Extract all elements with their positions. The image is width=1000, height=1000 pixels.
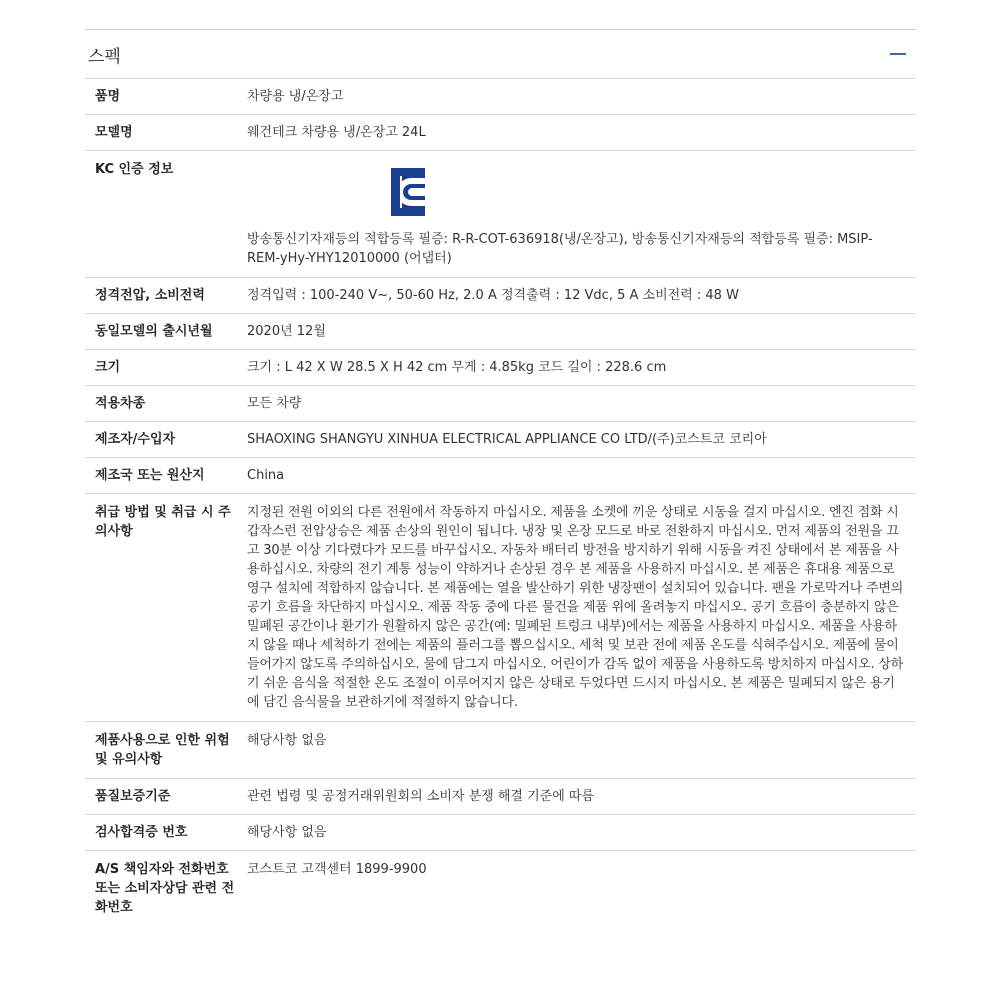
spec-row-product-name xyxy=(85,79,916,115)
spec-label: 모델명 xyxy=(95,125,133,140)
spec-value: 차량용 냉/온장고 xyxy=(247,89,344,104)
spec-value: 해당사항 없음 xyxy=(247,825,327,840)
spec-value: China xyxy=(247,468,285,483)
spec-panel xyxy=(85,29,916,926)
spec-label: 제조자/수입자 xyxy=(95,432,176,447)
spec-row-usage-hazards xyxy=(85,722,916,779)
spec-label: 제조국 또는 원산지 xyxy=(95,468,205,483)
spec-label: 취급 방법 및 취급 시 주의사항 xyxy=(95,505,231,539)
spec-value-container xyxy=(237,151,916,277)
spec-section-header[interactable] xyxy=(85,30,916,79)
spec-value: 정격입력 : 100-240 V~, 50-60 Hz, 2.0 A 정격출력 : 12 Vdc, 5 A 소비전력 : 48 W xyxy=(247,288,739,303)
spec-row-inspection-number xyxy=(85,815,916,851)
spec-value: 관련 법령 및 공정거래위원회의 소비자 분쟁 해결 기준에 따름 xyxy=(247,789,595,804)
spec-label: 품질보증기준 xyxy=(95,789,171,804)
minus-icon xyxy=(890,53,906,55)
spec-value: 크기 : L 42 X W 28.5 X H 42 cm 무게 : 4.85kg 코드 길이 : 228.6 cm xyxy=(247,360,667,375)
spec-row-as-contact xyxy=(85,851,916,926)
spec-value: 해당사항 없음 xyxy=(247,733,327,748)
spec-label: A/S 책임자와 전화번호 또는 소비자상담 관련 전화번호 xyxy=(95,862,235,915)
spec-row-kc-certification xyxy=(85,151,916,278)
spec-value: 지정된 전원 이외의 다른 전원에서 작동하지 마십시오. 제품을 소켓에 끼운 상태로 시동을 걸지 마십시오. 엔진 점화 시 갑작스런 전압상승은 제품 손상의 원인이 됩니다. 냉장 및 온장 모드로 바로 전환하지 마십시오. 먼저 제품의 전원을 끄고 30분 이상 기다렸다가 모드를 바꾸십시오. 자동차 배터리 방전을 방지하기 위해 시동을 켜진 상태에서 본 제품을 사용하십시오. 차량의 전기 계통 성능이 약하거나 손상된 경우 본 제품을 사용하지 마십시오. 본 제품은 휴대용 제품으로 영구 설치에 적합하지 않습니다. 본 제품에는 열을 발산하기 위한 냉장팬이 설치되어 있습니다. 팬을 가로막거나 주변의 공기 흐름을 차단하지 마십시오. 제품 작동 중에 다른 물건을 제품 위에 올려놓지 마십시오. 공기 흐름이 충분하지 않은 밀폐된 공간이나 환기가 원활하지 않은 공간(예: 밀폐된 트렁크 내부)에서는 제품을 사용하지 마십시오. 제품을 사용하지 않을 때나 세척하기 전에는 제품의 플러그를 뽑으십시오. 세척 및 보관 전에 제품 온도를 식혀주십시오. 제품에 물이 들어가지 않도록 주의하십시오. 물에 담그지 마십시오. 어린이가 감독 없이 제품을 사용하도록 방치하지 마십시오. 상하기 쉬운 음식을 적절한 온도 조절이 이루어지지 않은 상태로 두었다면 드시지 마십시오. 본 제품은 밀폐되지 않은 용기에 담긴 음식물을 보관하기에 적절하지 않습니다. xyxy=(247,505,904,710)
spec-title: 스펙 xyxy=(88,46,121,67)
kc-certification-mark-icon xyxy=(385,164,431,220)
spec-row-model-name xyxy=(85,115,916,151)
collapse-button[interactable] xyxy=(888,44,908,64)
spec-label: 정격전압, 소비전력 xyxy=(95,288,205,303)
spec-value: 2020년 12월 xyxy=(247,324,326,339)
spec-value: 웨건테크 차량용 냉/온장고 24L xyxy=(247,125,426,140)
spec-label: 동일모델의 출시년월 xyxy=(95,324,213,339)
spec-label: 품명 xyxy=(95,89,121,104)
spec-label: 검사합격증 번호 xyxy=(95,825,188,840)
spec-row-origin xyxy=(85,458,916,494)
spec-row-power xyxy=(85,278,916,314)
spec-label: 크기 xyxy=(95,360,121,375)
spec-label: 제품사용으로 인한 위험 및 유의사항 xyxy=(95,733,230,767)
spec-row-vehicle-type xyxy=(85,386,916,422)
spec-label: KC 인증 정보 xyxy=(95,162,174,177)
kc-certification-text: 방송통신기자재등의 적합등록 필증: R-R-COT-636918(냉/온장고), 방송통신기자재등의 적합등록 필증: MSIP-REM-yHy-YHY12010000 (어댑터) xyxy=(247,232,873,266)
spec-value: 코스트코 고객센터 1899-9900 xyxy=(247,862,427,877)
spec-value: 모든 차량 xyxy=(247,396,302,411)
spec-row-handling-precautions xyxy=(85,494,916,722)
spec-label: 적용차종 xyxy=(95,396,146,411)
spec-value: SHAOXING SHANGYU XINHUA ELECTRICAL APPLIANCE CO LTD/(주)코스트코 코리아 xyxy=(247,432,767,447)
spec-row-manufacturer xyxy=(85,422,916,458)
spec-row-release-date xyxy=(85,314,916,350)
spec-row-size xyxy=(85,350,916,386)
spec-row-quality-warranty xyxy=(85,779,916,815)
